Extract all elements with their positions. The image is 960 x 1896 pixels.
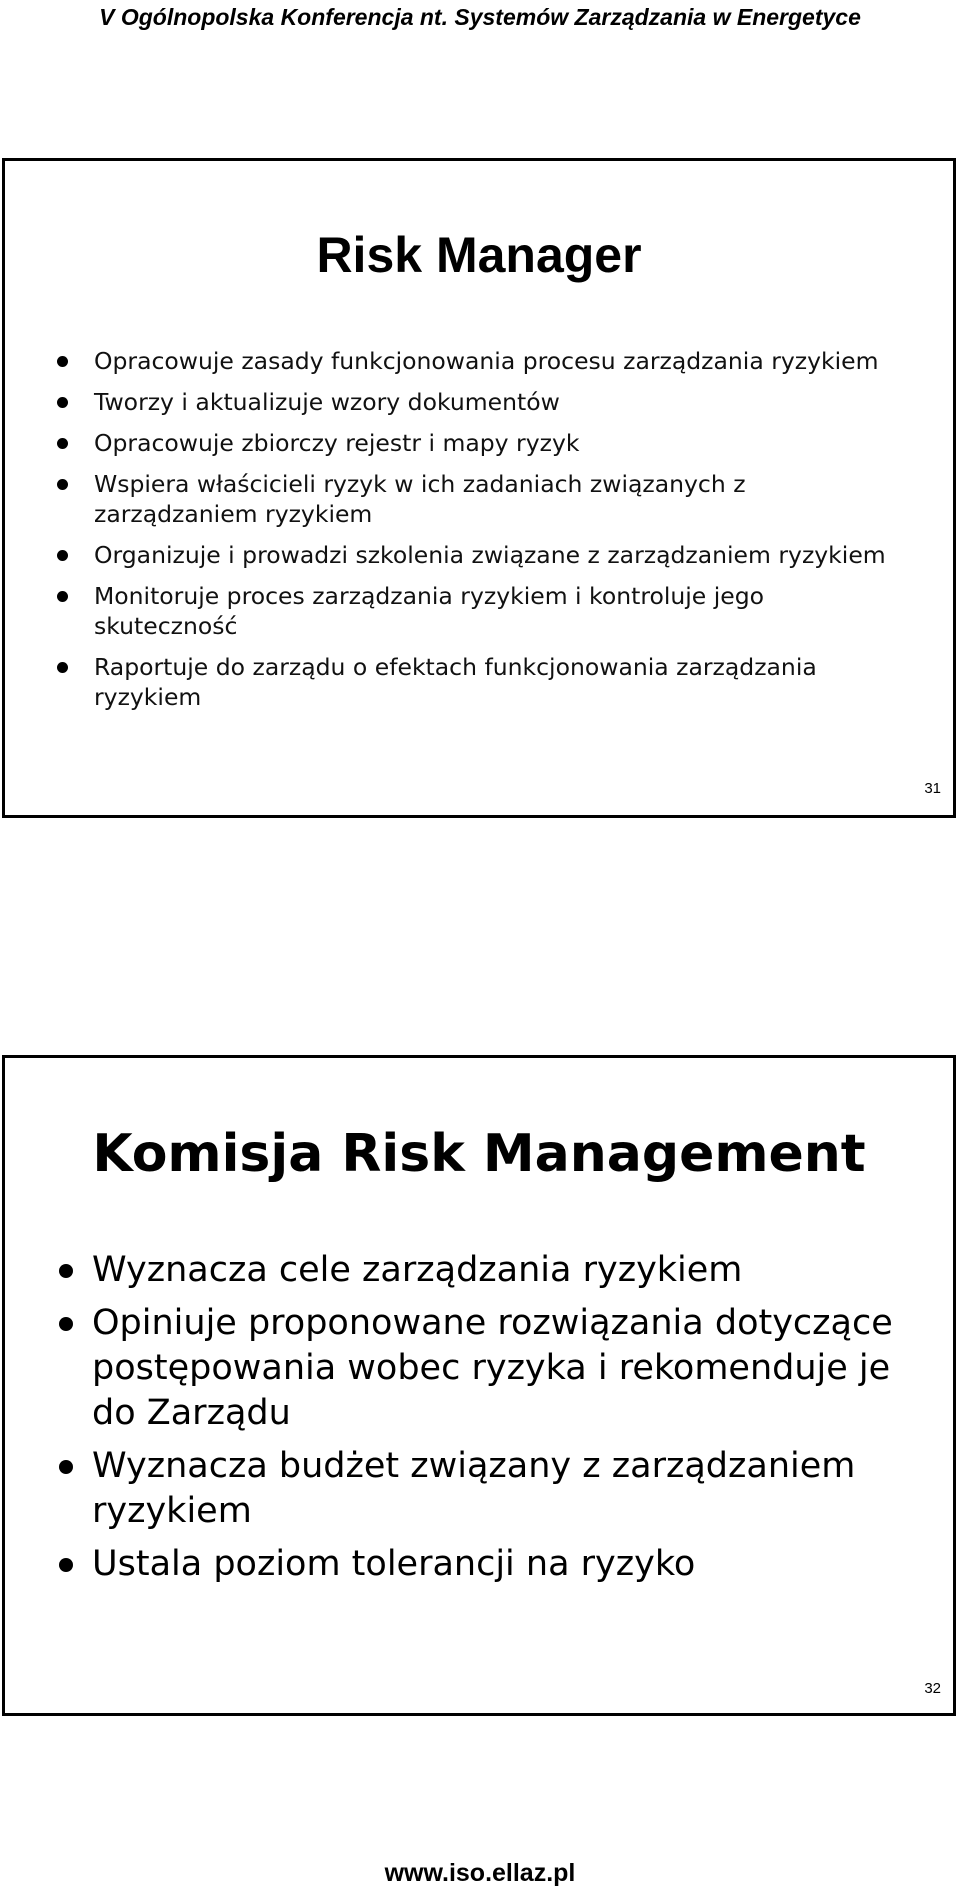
bullet-item [92, 1542, 912, 1587]
bullet-list [92, 1248, 912, 1595]
bullet-dot-icon [57, 397, 68, 408]
bullet-dot-icon [59, 1558, 73, 1572]
bullet-dot-icon [59, 1264, 73, 1278]
slide-title: Komisja Risk Management [92, 1124, 866, 1184]
bullet-dot-icon [59, 1460, 73, 1474]
bullet-dot-icon [57, 550, 68, 561]
bullet-item [94, 387, 894, 417]
bullet-text: Opracowuje zasady funkcjonowania procesu zarządzania ryzykiem [94, 347, 879, 375]
slide-title: Risk Manager [316, 227, 642, 283]
bullet-dot-icon [57, 479, 68, 490]
bullet-item [94, 469, 894, 529]
bullet-text: Wyznacza cele zarządzania ryzykiem [92, 1250, 743, 1290]
bullet-item [94, 652, 894, 712]
bullet-text: Organizuje i prowadzi szkolenia związane z zarządzaniem ryzykiem [94, 541, 886, 569]
slide-risk-manager [2, 158, 956, 818]
bullet-text: Ustala poziom tolerancji na ryzyko [92, 1544, 696, 1584]
bullet-item [92, 1301, 912, 1436]
bullet-text: Tworzy i aktualizuje wzory dokumentów [94, 388, 560, 416]
bullet-list [94, 346, 894, 723]
bullet-item [94, 428, 894, 458]
bullet-text: Wyznacza budżet związany z zarządzaniem ryzykiem [92, 1446, 856, 1531]
bullet-item [92, 1248, 912, 1293]
bullet-dot-icon [57, 356, 68, 367]
bullet-text: Monitoruje proces zarządzania ryzykiem i kontroluje jego skuteczność [94, 582, 765, 640]
conference-header: V Ogólnopolska Konferencja nt. Systemów Zarządzania w Energetyce [99, 4, 861, 30]
website-footer: www.iso.ellaz.pl [384, 1859, 576, 1887]
bullet-item [94, 581, 894, 641]
page-number: 31 [924, 780, 941, 797]
page-number: 32 [924, 1680, 941, 1697]
bullet-text: Raportuje do zarządu o efektach funkcjonowania zarządzania ryzykiem [94, 653, 817, 711]
bullet-item [94, 346, 894, 376]
bullet-dot-icon [57, 591, 68, 602]
bullet-text: Opiniuje proponowane rozwiązania dotyczące postępowania wobec ryzyka i rekomenduje je do Zarządu [92, 1303, 893, 1433]
slide-komisja-risk-management [2, 1055, 956, 1716]
bullet-text: Wspiera właścicieli ryzyk w ich zadaniach związanych z zarządzaniem ryzykiem [94, 470, 746, 528]
bullet-dot-icon [57, 662, 68, 673]
bullet-dot-icon [59, 1317, 73, 1331]
bullet-item [94, 540, 894, 570]
bullet-dot-icon [57, 438, 68, 449]
bullet-text: Opracowuje zbiorczy rejestr i mapy ryzyk [94, 429, 580, 457]
bullet-item [92, 1444, 912, 1534]
